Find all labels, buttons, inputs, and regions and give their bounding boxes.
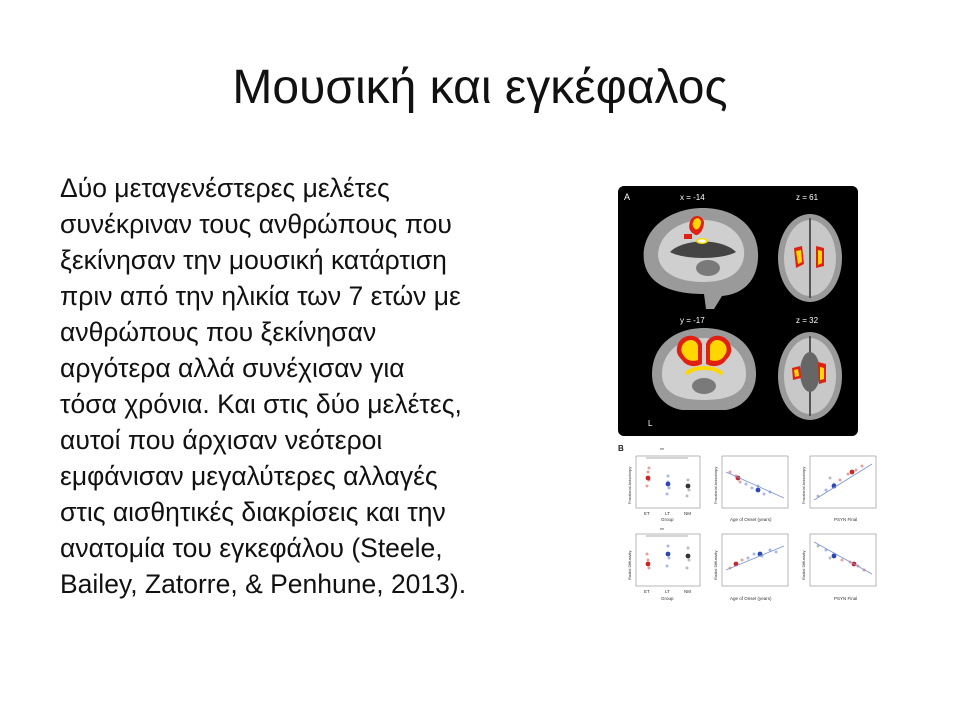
group-tick-et: ET (644, 511, 650, 516)
group-tick-lt: LT (665, 511, 670, 516)
xlabel-group: Group (661, 596, 674, 601)
plot-age-fa (713, 456, 788, 522)
group-tick-nm: NM (684, 589, 691, 594)
xlabel-age-onset: Age of Onset (years) (730, 517, 772, 522)
ylabel-fa: Fractional Anisotropy (713, 466, 718, 504)
slice-label-x14: x = -14 (680, 193, 705, 202)
body-line: τόσα χρόνια. Και στις δύο μελέτες, (60, 389, 462, 419)
diffusion-plots-figure (618, 442, 890, 604)
plot-group-fa (627, 448, 700, 522)
panel-a-label: A (624, 192, 631, 202)
body-line: συνέκριναν τους ανθρώπους που (60, 209, 452, 239)
body-line: αργότερα αλλά συνέχισαν για (60, 353, 405, 383)
body-line: ανατομία του εγκεφάλου (Steele, (60, 533, 443, 563)
ylabel-rd: Radial Diffusivity (627, 550, 632, 580)
ylabel-fa: Fractional Anisotropy (627, 466, 632, 504)
slide-title: Μουσική και εγκέφαλος (232, 61, 728, 114)
body-line: Bailey, Zatorre, & Penhune, 2013). (60, 569, 467, 599)
plot-psyn-fa (801, 456, 876, 522)
plots-svg (618, 442, 890, 604)
axial-slice-mid (778, 332, 842, 420)
group-tick-nm: NM (684, 511, 691, 516)
plot-psyn-rd (801, 534, 876, 601)
ylabel-fa: Fractional Anisotropy (801, 466, 806, 504)
group-tick-et: ET (644, 589, 650, 594)
axial-slice-top (778, 214, 842, 302)
slide-body-text (60, 170, 590, 602)
xlabel-group: Group (661, 517, 674, 522)
body-line: πριν από την ηλικία των 7 ετών με (60, 281, 461, 311)
slice-label-y17: y = -17 (680, 316, 705, 325)
body-line: εμφάνισαν μεγαλύτερες αλλαγές (60, 461, 438, 491)
slice-label-z61: z = 61 (796, 193, 819, 202)
coronal-slice (652, 328, 756, 410)
body-line: ξεκίνησαν την μουσική κατάρτιση (60, 245, 447, 275)
panel-b-label: B (618, 444, 624, 453)
body-line: αυτοί που άρχισαν νεότεροι (60, 425, 383, 455)
ylabel-rd: Radial Diffusivity (713, 550, 718, 580)
plot-age-rd (713, 534, 788, 601)
xlabel-psyn: PSYN Final (834, 517, 858, 522)
slice-label-z32: z = 32 (796, 316, 819, 325)
group-tick-lt: LT (665, 589, 670, 594)
significance-marker: ** (660, 448, 664, 454)
body-line: ανθρώπους που ξεκίνησαν (60, 317, 377, 347)
side-marker-label: L (648, 419, 653, 428)
ylabel-rd: Radial Diffusivity (801, 550, 806, 580)
xlabel-psyn: PSYN Final (834, 596, 858, 601)
body-line: στις αισθητικές διακρίσεις και την (60, 497, 446, 527)
sagittal-slice (644, 208, 758, 309)
brain-mri-figure (618, 186, 858, 436)
xlabel-age-onset: Age of Onset (years) (730, 596, 772, 601)
plot-group-rd (627, 528, 700, 601)
significance-marker: ** (660, 528, 664, 534)
body-line: Δύο μεταγενέστερες μελέτες (60, 173, 390, 203)
brain-slices-svg (618, 186, 858, 436)
